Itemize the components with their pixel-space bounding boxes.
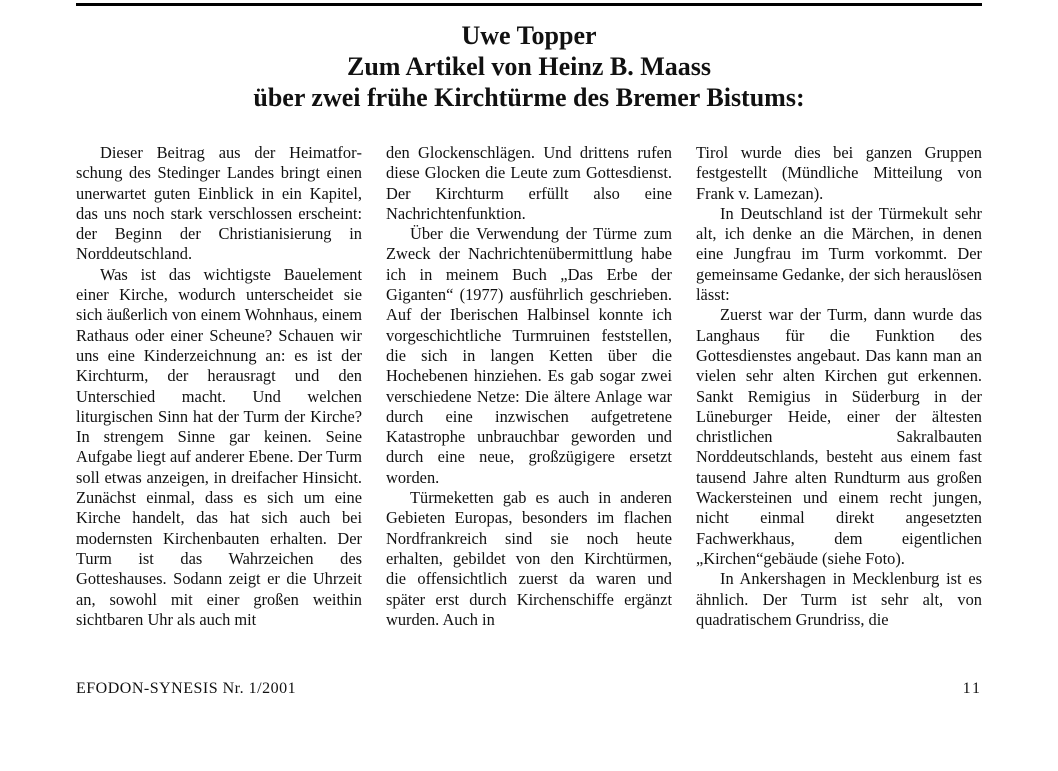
paragraph: Tirol wurde dies bei ganzen Gruppen festgestellt (Mündliche Mitteilung von Frank v. Lamezan). xyxy=(696,143,982,203)
journal-footer: EFODON-SYNESIS Nr. 1/2001 xyxy=(76,680,297,697)
title-line-1: Zum Artikel von Heinz B. Maass xyxy=(346,52,711,81)
paragraph: Türmeketten gab es auch in anderen Gebieten Europas, besonders im flachen Nordfrankreich sind sie noch heute erhalten, gebildet von den Kirchtürmen, die offensichtlich zuerst da waren und später erst durch Kirchenschiffe ergänzt wurden. Auch in xyxy=(386,488,672,629)
top-rule xyxy=(76,3,982,6)
paragraph: Dieser Beitrag aus der Heimatforschung des Stedinger Landes bringt einen unerwartet guten Einblick in ein Kapitel, das uns noch stark verschlossen erscheint: der Beginn der Christianisierung in Norddeutschland. xyxy=(76,143,362,264)
title-line-2: über zwei frühe Kirchtürme des Bremer Bistums: xyxy=(253,83,805,112)
text-column-1 xyxy=(76,143,362,630)
paragraph: In Ankershagen in Mecklenburg ist es ähnlich. Der Turm ist sehr alt, von quadratischem Grundriss, die xyxy=(696,569,982,629)
paragraph: In Deutschland ist der Türmekult sehr alt, ich denke an die Märchen, in denen eine Jungfrau im Turm vorkommt. Der gemeinsame Gedanke, der sich herauslösen lässt: xyxy=(696,203,982,305)
paragraph: Über die Verwendung der Türme zum Zweck der Nachrichtenübermittlung habe ich in meinem Buch „Das Erbe der Giganten“ (1977) ausführlich geschrieben. Auf der Iberischen Halbinsel konnte ich vorgeschichtliche Turmruinen feststellen, die sich in langen Ketten über die Hochebenen hinziehen. Es gab sogar zwei verschiedene Netze: Die ältere Anlage war durch eine inzwischen aufgetretene Katastrophe unbrauchbar geworden und durch eine neue, großzügigere ersetzt worden. xyxy=(386,224,672,487)
text-column-3 xyxy=(696,143,982,630)
paragraph: den Glockenschlägen. Und drittens rufen diese Glocken die Leute zum Gottesdienst. Der Kirchturm erfüllt also eine Nachrichtenfunktion. xyxy=(386,143,672,223)
page-number: 11 xyxy=(962,680,982,697)
paragraph: Zuerst war der Turm, dann wurde das Langhaus für die Funktion des Gottesdienstes angebaut. Das kann man an vielen sehr alten Kirchen gut erkennen. Sankt Remigius in Süderburg in der Lüneburger Heide, einer der ältesten christlichen Sakralbauten Norddeutschlands, besteht aus einem fast tausend Jahre alten Rundturm aus großen Wackersteinen und einem recht jungen, nicht einmal direkt angesetzten Fachwerkhaus, dem eigentlichen „Kirchen“gebäude (siehe Foto). xyxy=(696,305,982,568)
paragraph: Was ist das wichtigste Bauelement einer Kirche, wodurch unterscheidet sie sich äußerlich von einem Wohnhaus, einem Rathaus oder einer Scheune? Schauen wir uns eine Kinderzeichnung an: es ist der Kirchturm, der herausragt und den Unterschied macht. Und welchen liturgischen Sinn hat der Turm der Kirche? In strengem Sinne gar keinen. Seine Aufgabe liegt auf anderer Ebene. Der Turm soll etwas anzeigen, in dreifacher Hinsicht. Zunächst einmal, dass es sich um eine Kirche handelt, das hat sich auch bei modernsten Kirchenbauten erhalten. Der Turm ist das Wahrzeichen des Gotteshauses. Sodann zeigt er die Uhrzeit an, sowohl mit einer großen weithin sichtbaren Uhr als auch mit xyxy=(76,264,362,629)
author-name: Uwe Topper xyxy=(461,21,597,50)
text-column-2 xyxy=(386,143,672,630)
article-title-block xyxy=(76,20,982,113)
